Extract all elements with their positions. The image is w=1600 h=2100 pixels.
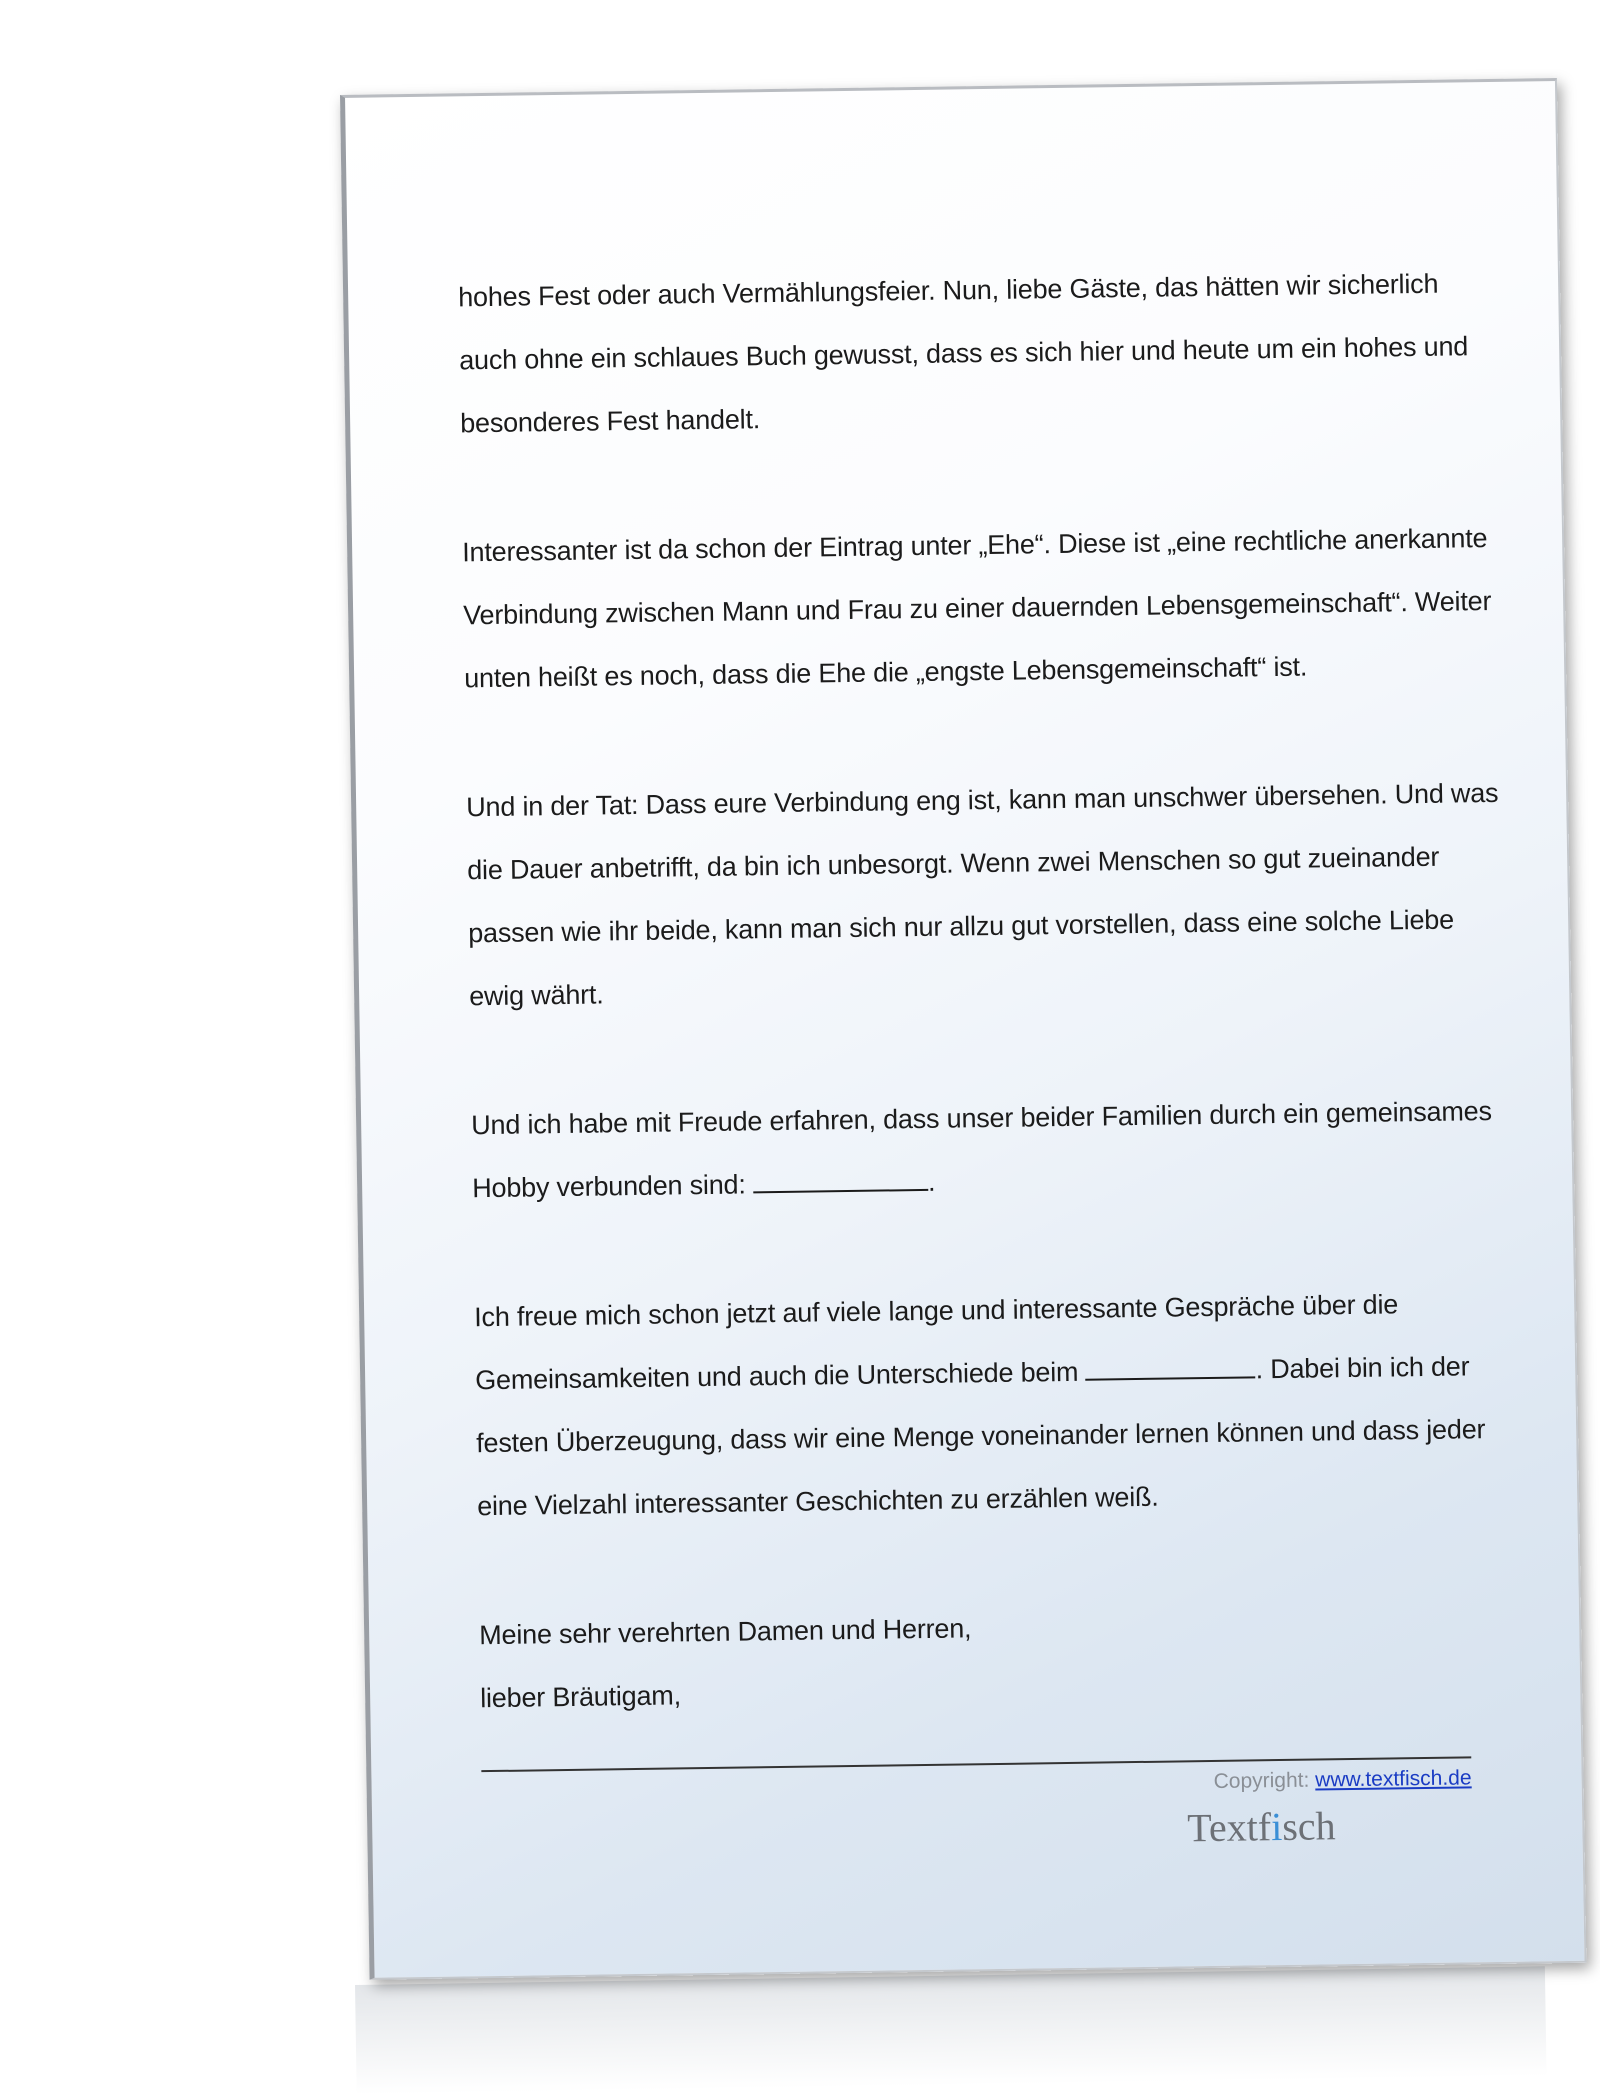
- blank-prefix: Gemeinsamkeiten und auch die Unterschiede beim: [474, 1356, 1086, 1396]
- text-line: passen wie ihr beide, kann man sich nur allzu gut vorstellen, dass eine solche Liebe: [467, 904, 1455, 949]
- document-page: [340, 78, 1586, 1980]
- paragraph-6: [479, 1590, 1491, 1730]
- text-line: Und ich habe mit Freude erfahren, dass unser beider Familien durch ein gemeinsames: [470, 1096, 1492, 1141]
- fill-in-blank: [753, 1167, 928, 1193]
- textfisch-logo: [1142, 1800, 1473, 1852]
- copyright-link[interactable]: www.textfisch.de: [1315, 1766, 1472, 1792]
- copyright-label: Copyright:: [1213, 1768, 1310, 1793]
- fish-icon: i: [1270, 1804, 1283, 1850]
- copyright-notice: [1131, 1766, 1471, 1795]
- text-line: Ich freue mich schon jetzt auf viele lange und interessante Gespräche über die: [473, 1289, 1399, 1333]
- text-line: auch ohne ein schlaues Buch gewusst, dass es sich hier und heute um ein hohes und: [458, 331, 1469, 376]
- paragraph-2: [461, 507, 1492, 710]
- page-reflection: [355, 1966, 1547, 2095]
- document-body: [457, 252, 1499, 1796]
- text-line-with-blank: [472, 1143, 1483, 1220]
- text-line: hohes Fest oder auch Vermählungsfeier. Nun, liebe Gäste, das hätten wir sicherlich: [457, 268, 1439, 313]
- blank-suffix: .: [927, 1166, 936, 1197]
- paragraph-3: [465, 762, 1499, 1028]
- logo-text-suffix: sch: [1281, 1803, 1336, 1850]
- text-line: besonderes Fest handelt.: [459, 404, 761, 439]
- text-line: Interessanter ist da schon der Eintrag unter „Ehe“. Diese ist „eine rechtliche anerkannte: [461, 523, 1488, 568]
- text-line: Meine sehr verehrten Damen und Herren,: [478, 1613, 972, 1651]
- text-line: lieber Bräutigam,: [479, 1680, 682, 1714]
- blank-prefix: Hobby verbunden sind:: [471, 1169, 754, 1204]
- text-line: die Dauer anbetrifft, da bin ich unbesorgt. Wenn zwei Menschen so gut zueinander: [466, 841, 1440, 886]
- text-line: unten heißt es noch, dass die Ehe die „engste Lebensgemeinschaft“ ist.: [463, 651, 1308, 694]
- blank-suffix: . Dabei bin ich der: [1255, 1351, 1470, 1385]
- logo-text-prefix: Textf: [1186, 1804, 1272, 1851]
- text-line: Verbindung zwischen Mann und Frau zu einer dauernden Lebensgemeinschaft“. Weiter: [462, 585, 1492, 631]
- paragraph-4: [470, 1080, 1492, 1220]
- text-line: eine Vielzahl interessanter Geschichten zu erzählen weiß.: [476, 1481, 1159, 1522]
- paragraph-1: [458, 252, 1471, 455]
- text-line: festen Überzeugung, dass wir eine Menge voneinander lernen können und dass jeder: [475, 1414, 1486, 1459]
- fill-in-blank: [1085, 1354, 1255, 1380]
- text-line: Und in der Tat: Dass eure Verbindung eng ist, kann man unschwer übersehen. Und was: [465, 777, 1499, 823]
- text-line: ewig währt.: [468, 979, 604, 1012]
- paragraph-5: [474, 1272, 1488, 1538]
